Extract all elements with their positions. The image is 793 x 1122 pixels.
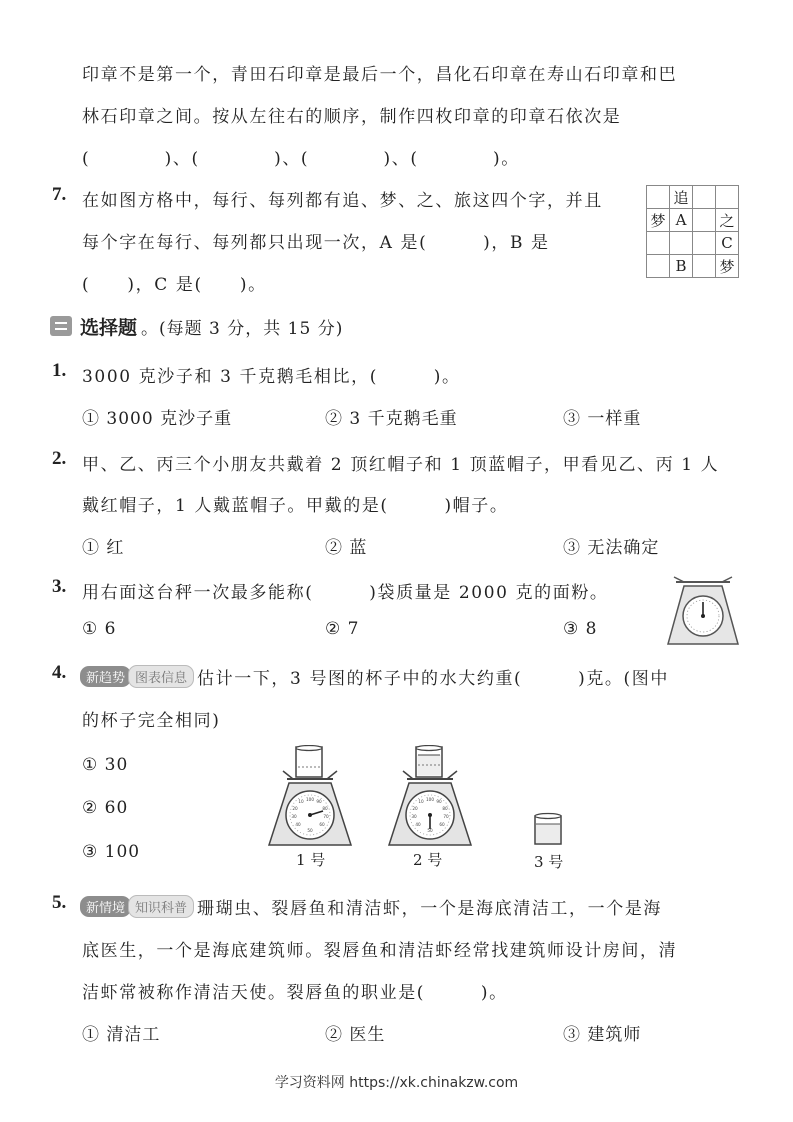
q4-line-2: 的杯子完全相同) [82,711,221,731]
cup-3-label: 3 号 [534,853,564,871]
scale-1-tick: 10 [298,799,304,804]
scale-1-tick: 100 [306,797,314,802]
grid-cell [647,255,670,278]
grid-cell: A [670,209,693,232]
scale-2-tick: 30 [411,814,417,819]
q4-option-3: ③ 100 [82,842,141,862]
q3-option-1: ① 6 [82,619,117,639]
scale-1-tick: 20 [292,806,298,811]
grid-cell [716,186,739,209]
scale-1-tick: 70 [323,814,329,819]
science-badge: 知识科普 [128,895,194,918]
grid-cell: B [670,255,693,278]
character-grid [646,185,739,278]
scale-2-label: 2 号 [413,851,443,869]
q5-option-1: ① 清洁工 [82,1025,161,1045]
q4-line-1 [80,664,669,689]
scale-1-tick: 30 [291,814,297,819]
trend-badge: 新趋势 [80,666,131,687]
scale-2-tick: 90 [436,799,442,804]
section-icon [50,316,72,336]
scale-2-tick: 10 [418,799,424,804]
grid-cell: 之 [716,209,739,232]
grid-cell [647,232,670,255]
scale-2-tick: 70 [443,814,449,819]
q1-option-1: ① 3000 克沙子重 [82,409,233,429]
q3-option-2: ② 7 [325,619,360,639]
scale-1-tick: 90 [316,799,322,804]
q3-number: 3. [52,576,67,597]
grid-cell [693,255,716,278]
section-title: 选择题 [80,316,138,339]
grid-cell [647,186,670,209]
q1-option-2: ② 3 千克鹅毛重 [325,409,458,429]
q7-line-1: 在如图方格中，每行、每列都有追、梦、之、旅这四个字，并且 [82,191,603,211]
q6-line-3: ( )、( )、( )、( )。 [82,149,520,169]
q4-number: 4. [52,662,67,683]
q2-option-1: ① 红 [82,538,125,558]
scale-2-tick: 40 [415,822,421,827]
q7-line-2: 每个字在每行、每列都只出现一次，A 是( )，B 是 [82,233,550,253]
q6-line-1: 印章不是第一个，青田石印章是最后一个，昌化石印章在寿山石印章和巴 [82,65,678,85]
q3-line-1: 用右面这台秤一次最多能称( )袋质量是 2000 克的面粉。 [82,583,609,603]
grid-cell [670,232,693,255]
q2-line-1: 甲、乙、丙三个小朋友共戴着 2 顶红帽子和 1 顶蓝帽子，甲看见乙、丙 1 人 [82,455,720,475]
q7-line-3: ( )，C 是( )。 [82,275,267,295]
grid-cell [693,232,716,255]
scale-1-tick: 40 [295,822,301,827]
grid-cell [693,186,716,209]
q4-option-2: ② 60 [82,798,129,818]
grid-cell: 梦 [647,209,670,232]
q2-number: 2. [52,448,67,469]
q2-option-3: ③ 无法确定 [563,538,660,558]
q5-text-1: 珊瑚虫、裂唇鱼和清洁虾，一个是海底清洁工，一个是海 [197,899,663,919]
scale-1-tick: 50 [307,828,313,833]
scale-illustration [664,574,742,646]
grid-cell: C [716,232,739,255]
cup-3-illustration [532,812,564,846]
q5-line-1 [80,894,662,919]
scenario-badge: 新情境 [80,896,131,917]
grid-cell: 追 [670,186,693,209]
scale-1-tick: 60 [319,822,325,827]
scale-2-tick: 80 [442,806,448,811]
scale-1-tick: 80 [322,806,328,811]
q1-option-3: ③ 一样重 [563,409,642,429]
q4-option-1: ① 30 [82,755,129,775]
q5-line-2: 底医生，一个是海底建筑师。裂唇鱼和清洁虾经常找建筑师设计房间，清 [82,941,678,961]
q6-line-2: 林石印章之间。按从左往右的顺序，制作四枚印章的印章石依次是 [82,107,622,127]
q5-number: 5. [52,892,67,913]
footer-watermark: 学习资料网 https://xk.chinakzw.com [274,1075,519,1091]
section-note: 。(每题 3 分，共 15 分) [141,318,344,339]
q2-line-2: 戴红帽子，1 人戴蓝帽子。甲戴的是( )帽子。 [82,496,509,516]
chart-info-badge: 图表信息 [128,665,194,688]
section-header [50,313,343,339]
q1-line-1: 3000 克沙子和 3 千克鹅毛相比，( )。 [82,367,461,387]
grid-cell: 梦 [716,255,739,278]
q7-number: 7. [52,184,67,205]
q5-option-3: ③ 建筑师 [563,1025,642,1045]
scale-2-illustration [385,745,475,847]
q4-text-1: 估计一下，3 号图的杯子中的水大约重( )克。(图中 [197,669,669,689]
scale-2-tick: 50 [427,828,433,833]
q3-option-3: ③ 8 [563,619,598,639]
q1-number: 1. [52,360,67,381]
scale-2-tick: 100 [426,797,434,802]
grid-cell [693,209,716,232]
scale-1-illustration [265,745,355,847]
scale-2-tick: 20 [412,806,418,811]
q5-line-3: 洁虾常被称作清洁天使。裂唇鱼的职业是( )。 [82,983,508,1003]
scale-2-tick: 60 [439,822,445,827]
q2-option-2: ② 蓝 [325,538,368,558]
q5-option-2: ② 医生 [325,1025,386,1045]
scale-1-label: 1 号 [296,851,326,869]
